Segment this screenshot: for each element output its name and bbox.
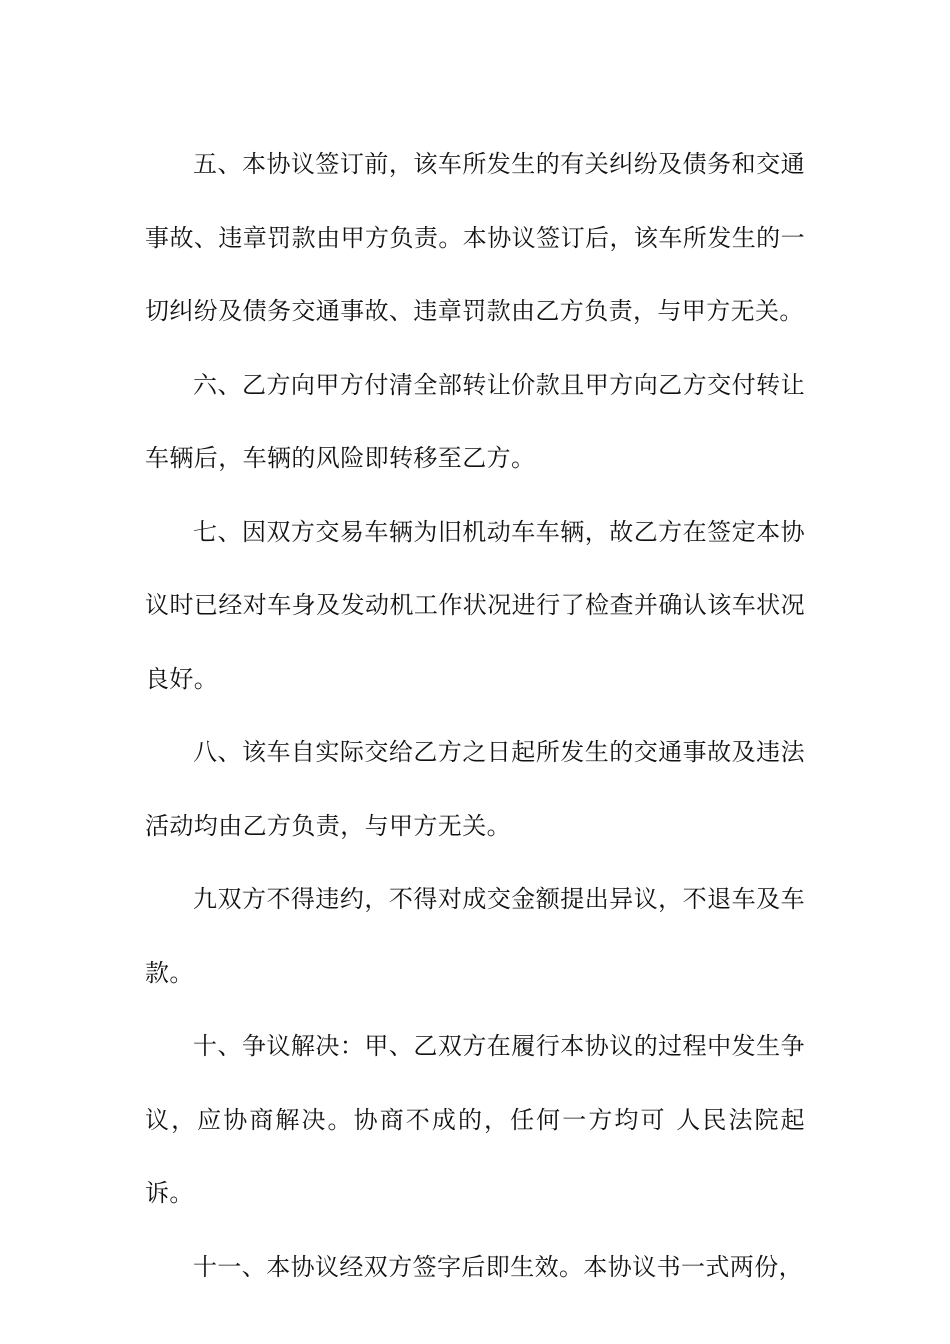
clause-6-paragraph: 六、乙方向甲方付清全部转让价款且甲方向乙方交付转让车辆后，车辆的风险即转移至乙方。 <box>145 370 805 472</box>
clause-10-paragraph: 十、争议解决：甲、乙双方在履行本协议的过程中发生争议，应协商解决。协商不成的，任何一方均可 人民法院起诉。 <box>145 1032 805 1207</box>
clause-11-paragraph: 十一、本协议经双方签字后即生效。本协议书一式两份， <box>193 1252 803 1281</box>
document-body <box>145 128 805 1304</box>
clause-9-paragraph: 九双方不得违约，不得对成交金额提出异议，不退车及车款。 <box>145 885 805 987</box>
clause-8-paragraph: 八、该车自实际交给乙方之日起所发生的交通事故及违法活动均由乙方负责，与甲方无关。 <box>145 738 805 840</box>
clause-5-paragraph: 五、本协议签订前，该车所发生的有关纠纷及债务和交通事故、违章罚款由甲方负责。本协议签订后，该车所发生的一切纠纷及债务交通事故、违章罚款由乙方负责，与甲方无关。 <box>145 150 805 325</box>
clause-7-paragraph: 七、因双方交易车辆为旧机动车车辆，故乙方在签定本协议时已经对车身及发动机工作状况进行了检查并确认该车状况良好。 <box>145 517 805 693</box>
